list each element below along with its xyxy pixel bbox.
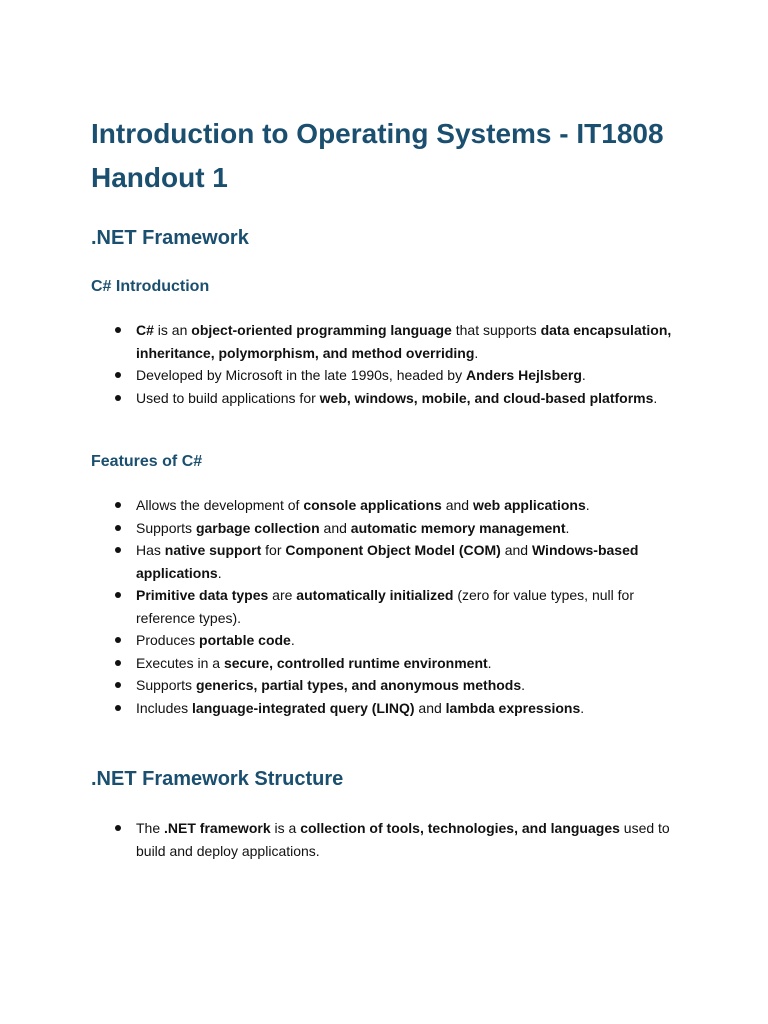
text: that supports (451, 322, 541, 338)
text: Allows the development of (136, 497, 304, 513)
text: . (521, 677, 526, 693)
bold-text: data encapsulation, inheritance, polymorphism, and method overriding (136, 322, 672, 361)
text: . (580, 699, 585, 716)
bold-text: language-integrated query (LINQ) (192, 699, 415, 716)
bold-text: .NET framework (164, 820, 271, 836)
text: . (565, 519, 570, 536)
text: Produces (136, 632, 200, 648)
bold-text: web, windows, mobile, and cloud-based platforms (319, 389, 654, 406)
text: and (441, 497, 473, 513)
text: is a (270, 820, 301, 836)
text: . (487, 654, 492, 671)
bold-text: Component Object Model (COM) (285, 542, 501, 558)
list-item (91, 364, 681, 387)
list-item (91, 517, 681, 540)
bold-text: console applications (303, 497, 442, 513)
bold-text: automatic memory management (350, 519, 566, 536)
bold-text: object-oriented programming language (191, 322, 452, 338)
bold-text: C# (136, 322, 154, 338)
list-item (91, 652, 681, 675)
list-item (91, 817, 681, 862)
bold-text: secure, controlled runtime environment (223, 654, 488, 671)
subsection-heading-csharp-introduction: C# Introduction (91, 278, 210, 295)
list-item (91, 697, 681, 720)
csharp-introduction-list (91, 319, 681, 409)
bold-text: portable code (199, 632, 291, 648)
text: . (474, 344, 479, 361)
features-of-csharp-list (91, 494, 681, 719)
bold-text: lambda expressions (445, 699, 581, 716)
text: and (500, 542, 532, 558)
bold-text: native support (164, 542, 262, 558)
list-item (91, 584, 681, 629)
text: . (653, 389, 658, 406)
bold-text: collection of tools, technologies, and languages (300, 820, 620, 836)
text: Has (136, 542, 165, 558)
text: and (319, 519, 351, 536)
net-framework-structure-list (91, 817, 681, 862)
bold-text: automatically initialized (296, 587, 454, 603)
text: and (414, 699, 446, 716)
text: . (290, 632, 295, 648)
bold-text: Primitive data types (136, 587, 269, 603)
text: is an (153, 322, 192, 338)
bold-text: web applications (472, 497, 586, 513)
text: Used to build applications for (136, 389, 320, 406)
text: Includes (136, 699, 193, 716)
text: Supports (136, 519, 196, 536)
section-heading-net-framework-structure: .NET Framework Structure (91, 768, 344, 790)
section-heading-net-framework: .NET Framework (91, 227, 249, 249)
text: for (261, 542, 286, 558)
subsection-heading-features-of-csharp: Features of C# (91, 453, 203, 470)
list-item (91, 539, 681, 584)
text: . (217, 564, 222, 581)
list-item (91, 387, 681, 410)
list-item (91, 674, 681, 697)
text: Supports (136, 677, 196, 693)
text: Executes in a (136, 654, 224, 671)
list-item (91, 494, 681, 517)
list-item (91, 319, 681, 364)
bold-text: generics, partial types, and anonymous methods (195, 677, 522, 693)
bold-text: Anders Hejlsberg (465, 367, 582, 383)
text: The (136, 820, 165, 836)
text: (zero for value types, null for reference types). (136, 587, 634, 626)
text: are (268, 587, 297, 603)
text: . (585, 497, 590, 513)
text: Developed by Microsoft in the late 1990s, headed by (136, 367, 466, 383)
text: used to build and deploy applications. (136, 820, 670, 859)
list-item (91, 629, 681, 652)
bold-text: garbage collection (195, 519, 320, 536)
document-title: Introduction to Operating Systems - IT1808 Handout 1 (91, 118, 664, 193)
bold-text: Windows-based applications (136, 542, 639, 581)
text: . (581, 367, 586, 383)
